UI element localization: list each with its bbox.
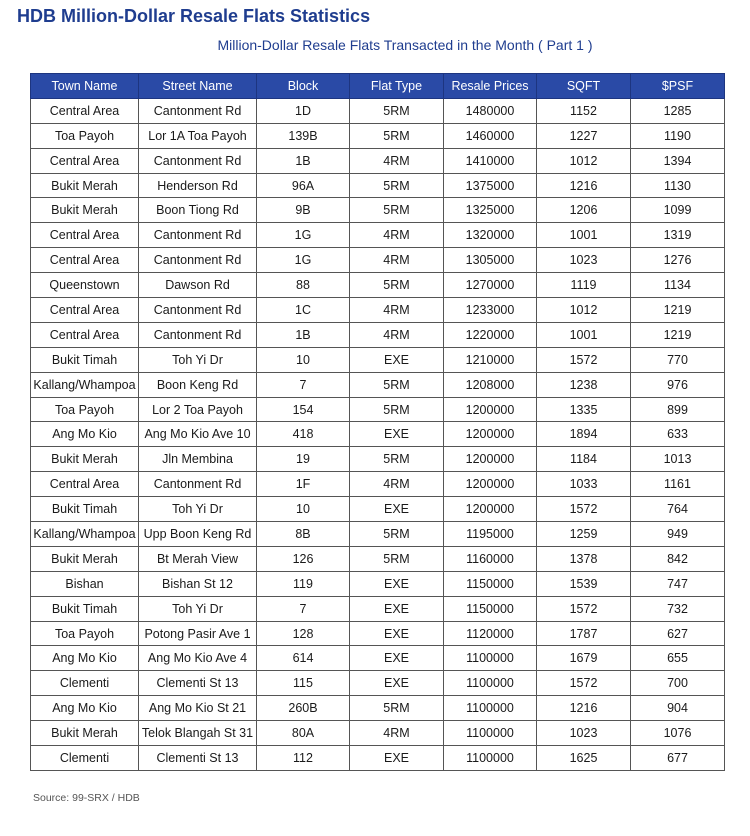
cell-resale-price: 1195000	[444, 522, 537, 547]
table-row	[31, 273, 725, 298]
cell-town: Kallang/Whampoa	[31, 522, 139, 547]
cell-flat-type: 5RM	[350, 372, 444, 397]
cell-psf: 1285	[631, 98, 725, 123]
cell-psf: 764	[631, 497, 725, 522]
cell-psf: 770	[631, 347, 725, 372]
cell-block: 10	[257, 347, 350, 372]
cell-block: 1B	[257, 148, 350, 173]
cell-block: 112	[257, 746, 350, 771]
cell-block: 260B	[257, 696, 350, 721]
cell-psf: 1076	[631, 721, 725, 746]
column-header-psf: $PSF	[631, 74, 725, 99]
cell-town: Central Area	[31, 298, 139, 323]
cell-flat-type: 4RM	[350, 223, 444, 248]
cell-resale-price: 1375000	[444, 173, 537, 198]
cell-resale-price: 1160000	[444, 546, 537, 571]
cell-resale-price: 1480000	[444, 98, 537, 123]
cell-town: Bukit Timah	[31, 596, 139, 621]
cell-resale-price: 1320000	[444, 223, 537, 248]
cell-sqft: 1227	[537, 123, 631, 148]
cell-flat-type: 5RM	[350, 397, 444, 422]
cell-block: 96A	[257, 173, 350, 198]
cell-block: 1G	[257, 223, 350, 248]
cell-flat-type: 4RM	[350, 322, 444, 347]
cell-flat-type: 5RM	[350, 696, 444, 721]
cell-block: 154	[257, 397, 350, 422]
cell-resale-price: 1200000	[444, 472, 537, 497]
cell-flat-type: 5RM	[350, 98, 444, 123]
cell-street: Ang Mo Kio Ave 10	[139, 422, 257, 447]
cell-street: Cantonment Rd	[139, 298, 257, 323]
cell-resale-price: 1325000	[444, 198, 537, 223]
cell-flat-type: EXE	[350, 671, 444, 696]
cell-flat-type: 4RM	[350, 721, 444, 746]
cell-street: Cantonment Rd	[139, 322, 257, 347]
cell-block: 418	[257, 422, 350, 447]
cell-psf: 1276	[631, 248, 725, 273]
table-row	[31, 148, 725, 173]
cell-sqft: 1335	[537, 397, 631, 422]
cell-street: Toh Yi Dr	[139, 347, 257, 372]
cell-street: Clementi St 13	[139, 671, 257, 696]
cell-block: 1C	[257, 298, 350, 323]
cell-psf: 1134	[631, 273, 725, 298]
cell-psf: 700	[631, 671, 725, 696]
cell-town: Toa Payoh	[31, 621, 139, 646]
cell-flat-type: EXE	[350, 621, 444, 646]
cell-street: Potong Pasir Ave 1	[139, 621, 257, 646]
cell-resale-price: 1150000	[444, 596, 537, 621]
cell-flat-type: EXE	[350, 596, 444, 621]
cell-sqft: 1152	[537, 98, 631, 123]
cell-block: 88	[257, 273, 350, 298]
table-row	[31, 123, 725, 148]
table-row	[31, 98, 725, 123]
cell-sqft: 1001	[537, 322, 631, 347]
cell-resale-price: 1305000	[444, 248, 537, 273]
cell-street: Boon Tiong Rd	[139, 198, 257, 223]
table-subtitle: Million-Dollar Resale Flats Transacted in the Month ( Part 1 )	[217, 37, 593, 53]
cell-flat-type: EXE	[350, 347, 444, 372]
cell-psf: 904	[631, 696, 725, 721]
column-header-street: Street Name	[139, 74, 257, 99]
cell-psf: 1219	[631, 298, 725, 323]
cell-psf: 1013	[631, 447, 725, 472]
source-note: Source: 99-SRX / HDB	[33, 792, 140, 804]
cell-town: Queenstown	[31, 273, 139, 298]
cell-psf: 1130	[631, 173, 725, 198]
cell-street: Jln Membina	[139, 447, 257, 472]
cell-town: Ang Mo Kio	[31, 646, 139, 671]
cell-street: Toh Yi Dr	[139, 596, 257, 621]
cell-town: Bukit Merah	[31, 447, 139, 472]
cell-flat-type: 4RM	[350, 298, 444, 323]
cell-psf: 677	[631, 746, 725, 771]
cell-flat-type: EXE	[350, 422, 444, 447]
table-row	[31, 198, 725, 223]
cell-flat-type: EXE	[350, 497, 444, 522]
cell-sqft: 1216	[537, 173, 631, 198]
table-row	[31, 522, 725, 547]
cell-flat-type: 5RM	[350, 173, 444, 198]
cell-psf: 627	[631, 621, 725, 646]
cell-street: Toh Yi Dr	[139, 497, 257, 522]
table-row	[31, 372, 725, 397]
cell-flat-type: 4RM	[350, 472, 444, 497]
table-row	[31, 746, 725, 771]
cell-town: Toa Payoh	[31, 397, 139, 422]
cell-sqft: 1023	[537, 721, 631, 746]
cell-street: Bishan St 12	[139, 571, 257, 596]
cell-block: 7	[257, 596, 350, 621]
cell-town: Bukit Merah	[31, 198, 139, 223]
cell-psf: 747	[631, 571, 725, 596]
cell-resale-price: 1233000	[444, 298, 537, 323]
cell-resale-price: 1220000	[444, 322, 537, 347]
cell-flat-type: EXE	[350, 646, 444, 671]
cell-town: Toa Payoh	[31, 123, 139, 148]
cell-resale-price: 1200000	[444, 397, 537, 422]
cell-street: Henderson Rd	[139, 173, 257, 198]
cell-resale-price: 1410000	[444, 148, 537, 173]
cell-resale-price: 1460000	[444, 123, 537, 148]
cell-block: 9B	[257, 198, 350, 223]
cell-town: Bukit Merah	[31, 173, 139, 198]
cell-town: Central Area	[31, 472, 139, 497]
table-row	[31, 173, 725, 198]
cell-street: Lor 1A Toa Payoh	[139, 123, 257, 148]
cell-sqft: 1001	[537, 223, 631, 248]
table-body	[31, 98, 725, 770]
cell-sqft: 1572	[537, 497, 631, 522]
cell-psf: 1099	[631, 198, 725, 223]
cell-resale-price: 1270000	[444, 273, 537, 298]
table-row	[31, 248, 725, 273]
cell-flat-type: 5RM	[350, 123, 444, 148]
cell-town: Central Area	[31, 148, 139, 173]
cell-town: Clementi	[31, 671, 139, 696]
cell-flat-type: 5RM	[350, 546, 444, 571]
column-header-sqft: SQFT	[537, 74, 631, 99]
cell-sqft: 1216	[537, 696, 631, 721]
table-row	[31, 696, 725, 721]
cell-block: 128	[257, 621, 350, 646]
cell-street: Cantonment Rd	[139, 223, 257, 248]
cell-psf: 1394	[631, 148, 725, 173]
cell-town: Central Area	[31, 223, 139, 248]
cell-block: 10	[257, 497, 350, 522]
cell-sqft: 1679	[537, 646, 631, 671]
cell-street: Dawson Rd	[139, 273, 257, 298]
table-row	[31, 571, 725, 596]
column-header-block: Block	[257, 74, 350, 99]
cell-psf: 949	[631, 522, 725, 547]
cell-psf: 732	[631, 596, 725, 621]
cell-town: Central Area	[31, 322, 139, 347]
cell-town: Ang Mo Kio	[31, 696, 139, 721]
cell-resale-price: 1200000	[444, 447, 537, 472]
cell-block: 19	[257, 447, 350, 472]
table-row	[31, 223, 725, 248]
cell-psf: 899	[631, 397, 725, 422]
cell-town: Central Area	[31, 248, 139, 273]
cell-psf: 655	[631, 646, 725, 671]
table-row	[31, 422, 725, 447]
cell-resale-price: 1100000	[444, 696, 537, 721]
cell-sqft: 1023	[537, 248, 631, 273]
cell-town: Ang Mo Kio	[31, 422, 139, 447]
cell-flat-type: EXE	[350, 571, 444, 596]
cell-resale-price: 1210000	[444, 347, 537, 372]
column-header-flat-type: Flat Type	[350, 74, 444, 99]
cell-street: Ang Mo Kio Ave 4	[139, 646, 257, 671]
cell-psf: 976	[631, 372, 725, 397]
cell-block: 1G	[257, 248, 350, 273]
cell-street: Lor 2 Toa Payoh	[139, 397, 257, 422]
cell-town: Central Area	[31, 98, 139, 123]
cell-block: 126	[257, 546, 350, 571]
cell-flat-type: 5RM	[350, 447, 444, 472]
cell-flat-type: 5RM	[350, 198, 444, 223]
cell-sqft: 1625	[537, 746, 631, 771]
cell-flat-type: 5RM	[350, 522, 444, 547]
cell-town: Bukit Merah	[31, 721, 139, 746]
cell-street: Cantonment Rd	[139, 248, 257, 273]
cell-resale-price: 1100000	[444, 646, 537, 671]
cell-town: Clementi	[31, 746, 139, 771]
cell-street: Cantonment Rd	[139, 148, 257, 173]
table-row	[31, 621, 725, 646]
table-row	[31, 596, 725, 621]
cell-block: 115	[257, 671, 350, 696]
cell-sqft: 1119	[537, 273, 631, 298]
cell-psf: 842	[631, 546, 725, 571]
cell-psf: 633	[631, 422, 725, 447]
cell-block: 80A	[257, 721, 350, 746]
cell-sqft: 1206	[537, 198, 631, 223]
column-header-town: Town Name	[31, 74, 139, 99]
cell-flat-type: EXE	[350, 746, 444, 771]
table-row	[31, 497, 725, 522]
column-header-resale-price: Resale Prices	[444, 74, 537, 99]
cell-sqft: 1572	[537, 347, 631, 372]
cell-sqft: 1259	[537, 522, 631, 547]
cell-psf: 1319	[631, 223, 725, 248]
cell-psf: 1190	[631, 123, 725, 148]
cell-resale-price: 1100000	[444, 671, 537, 696]
cell-psf: 1161	[631, 472, 725, 497]
cell-sqft: 1184	[537, 447, 631, 472]
cell-town: Bukit Merah	[31, 546, 139, 571]
cell-resale-price: 1200000	[444, 422, 537, 447]
cell-block: 8B	[257, 522, 350, 547]
cell-resale-price: 1200000	[444, 497, 537, 522]
cell-street: Telok Blangah St 31	[139, 721, 257, 746]
resale-flats-table	[30, 73, 725, 771]
table-row	[31, 322, 725, 347]
cell-sqft: 1572	[537, 671, 631, 696]
cell-sqft: 1033	[537, 472, 631, 497]
table-header-row	[31, 74, 725, 99]
cell-resale-price: 1100000	[444, 746, 537, 771]
cell-block: 139B	[257, 123, 350, 148]
cell-block: 1B	[257, 322, 350, 347]
cell-street: Cantonment Rd	[139, 472, 257, 497]
table-row	[31, 447, 725, 472]
cell-street: Bt Merah View	[139, 546, 257, 571]
cell-flat-type: 4RM	[350, 148, 444, 173]
cell-sqft: 1572	[537, 596, 631, 621]
cell-resale-price: 1120000	[444, 621, 537, 646]
cell-street: Ang Mo Kio St 21	[139, 696, 257, 721]
cell-street: Cantonment Rd	[139, 98, 257, 123]
table-row	[31, 721, 725, 746]
cell-block: 119	[257, 571, 350, 596]
cell-street: Clementi St 13	[139, 746, 257, 771]
table-row	[31, 298, 725, 323]
cell-psf: 1219	[631, 322, 725, 347]
cell-town: Bukit Timah	[31, 497, 139, 522]
cell-resale-price: 1208000	[444, 372, 537, 397]
table-row	[31, 397, 725, 422]
cell-resale-price: 1150000	[444, 571, 537, 596]
table-row	[31, 646, 725, 671]
cell-town: Kallang/Whampoa	[31, 372, 139, 397]
cell-sqft: 1238	[537, 372, 631, 397]
cell-street: Boon Keng Rd	[139, 372, 257, 397]
table-row	[31, 347, 725, 372]
cell-flat-type: 4RM	[350, 248, 444, 273]
cell-resale-price: 1100000	[444, 721, 537, 746]
cell-flat-type: 5RM	[350, 273, 444, 298]
cell-sqft: 1012	[537, 148, 631, 173]
table-row	[31, 472, 725, 497]
table-row	[31, 671, 725, 696]
cell-block: 1F	[257, 472, 350, 497]
cell-block: 7	[257, 372, 350, 397]
page-title: HDB Million-Dollar Resale Flats Statistics	[17, 6, 371, 26]
table-row	[31, 546, 725, 571]
cell-sqft: 1012	[537, 298, 631, 323]
cell-block: 614	[257, 646, 350, 671]
cell-street: Upp Boon Keng Rd	[139, 522, 257, 547]
cell-sqft: 1894	[537, 422, 631, 447]
cell-sqft: 1787	[537, 621, 631, 646]
cell-town: Bishan	[31, 571, 139, 596]
cell-sqft: 1378	[537, 546, 631, 571]
cell-town: Bukit Timah	[31, 347, 139, 372]
cell-block: 1D	[257, 98, 350, 123]
cell-sqft: 1539	[537, 571, 631, 596]
